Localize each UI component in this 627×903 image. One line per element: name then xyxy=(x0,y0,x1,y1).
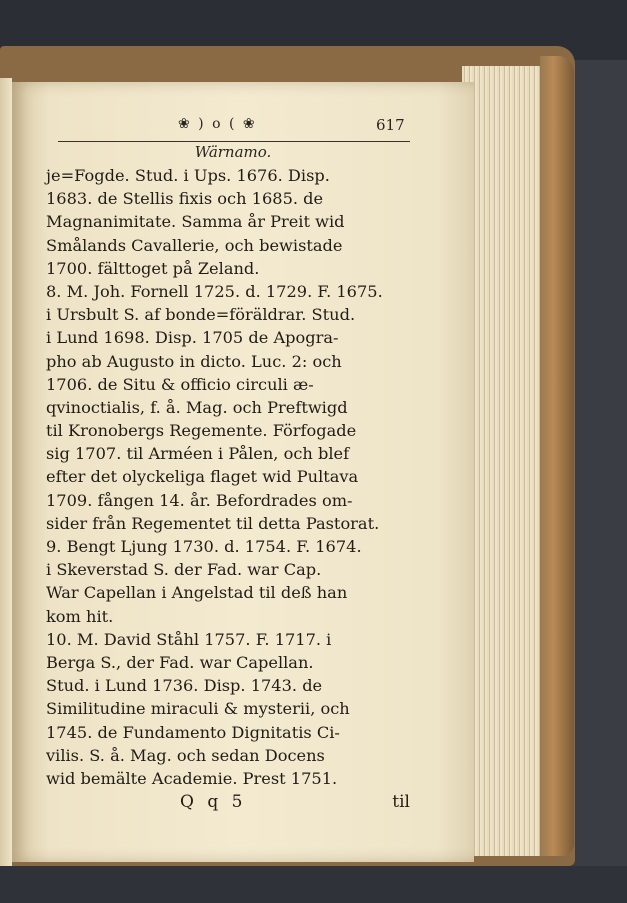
text-line: til Kronobergs Regemente. Förfogade xyxy=(46,421,357,441)
text-line: i Lund 1698. Disp. 1705 de Apogra- xyxy=(46,328,339,348)
header-rule xyxy=(58,141,410,142)
text-line: Berga S., der Fad. war Capellan. xyxy=(46,652,314,672)
page-number: 617 xyxy=(376,116,405,134)
running-title: Wärnamo. xyxy=(194,143,272,161)
background-bottom xyxy=(0,866,627,903)
text-line: 1683. de Stellis fixis och 1685. de xyxy=(46,189,324,209)
text-line: i Skeverstad S. der Fad. war Cap. xyxy=(46,560,322,580)
text-line: 10. M. David Ståhl 1757. F. 1717. i xyxy=(46,629,332,649)
catchword: til xyxy=(392,792,410,812)
text-line: 1700. fälttoget på Zeland. xyxy=(46,258,260,278)
text-line: Smålands Cavallerie, och bewistade xyxy=(46,235,343,255)
signature-mark: Q q 5 xyxy=(180,792,247,812)
text-line: 1706. de Situ & officio circuli æ- xyxy=(46,374,314,394)
header-ornament: ❀ ) o ( ❀ xyxy=(178,116,257,132)
text-line: je=Fogde. Stud. i Ups. 1676. Disp. xyxy=(46,166,330,185)
text-line: qvinoctialis, f. å. Mag. och Preftwigd xyxy=(46,397,348,417)
text-line: Similitudine miraculi & mysterii, och xyxy=(46,699,350,719)
text-line: kom hit. xyxy=(46,606,114,626)
text-line: 8. M. Joh. Fornell 1725. d. 1729. F. 1675. xyxy=(46,281,383,301)
page-footer xyxy=(180,792,420,818)
text-line: Stud. i Lund 1736. Disp. 1743. de xyxy=(46,676,323,696)
page-block-edge xyxy=(462,66,552,856)
text-line: vilis. S. å. Mag. och sedan Docens xyxy=(46,745,325,765)
text-line: i Ursbult S. af bonde=föräldrar. Stud. xyxy=(46,305,356,325)
text-line: sider från Regementet til detta Pastorat. xyxy=(46,513,380,533)
text-line: efter det olyckeliga flaget wid Pultava xyxy=(46,467,359,487)
text-line: Magnanimitate. Samma år Preit wid xyxy=(46,212,345,232)
text-line: 1745. de Fundamento Dignitatis Ci- xyxy=(46,722,340,742)
book-spine-edge xyxy=(540,56,574,856)
previous-page-edge xyxy=(0,78,12,868)
text-line: 9. Bengt Ljung 1730. d. 1754. F. 1674. xyxy=(46,537,362,556)
text-line: wid bemälte Academie. Prest 1751. xyxy=(46,768,338,788)
page-header xyxy=(48,116,420,140)
text-line: sig 1707. til Arméen i Pålen, och blef xyxy=(46,444,350,464)
text-line: War Capellan i Angelstad til deß han xyxy=(46,583,348,603)
text-line: pho ab Augusto in dicto. Luc. 2: och xyxy=(46,351,342,371)
page-body-text xyxy=(46,164,431,790)
text-line: 1709. fången 14. år. Befordrades om- xyxy=(46,490,353,510)
